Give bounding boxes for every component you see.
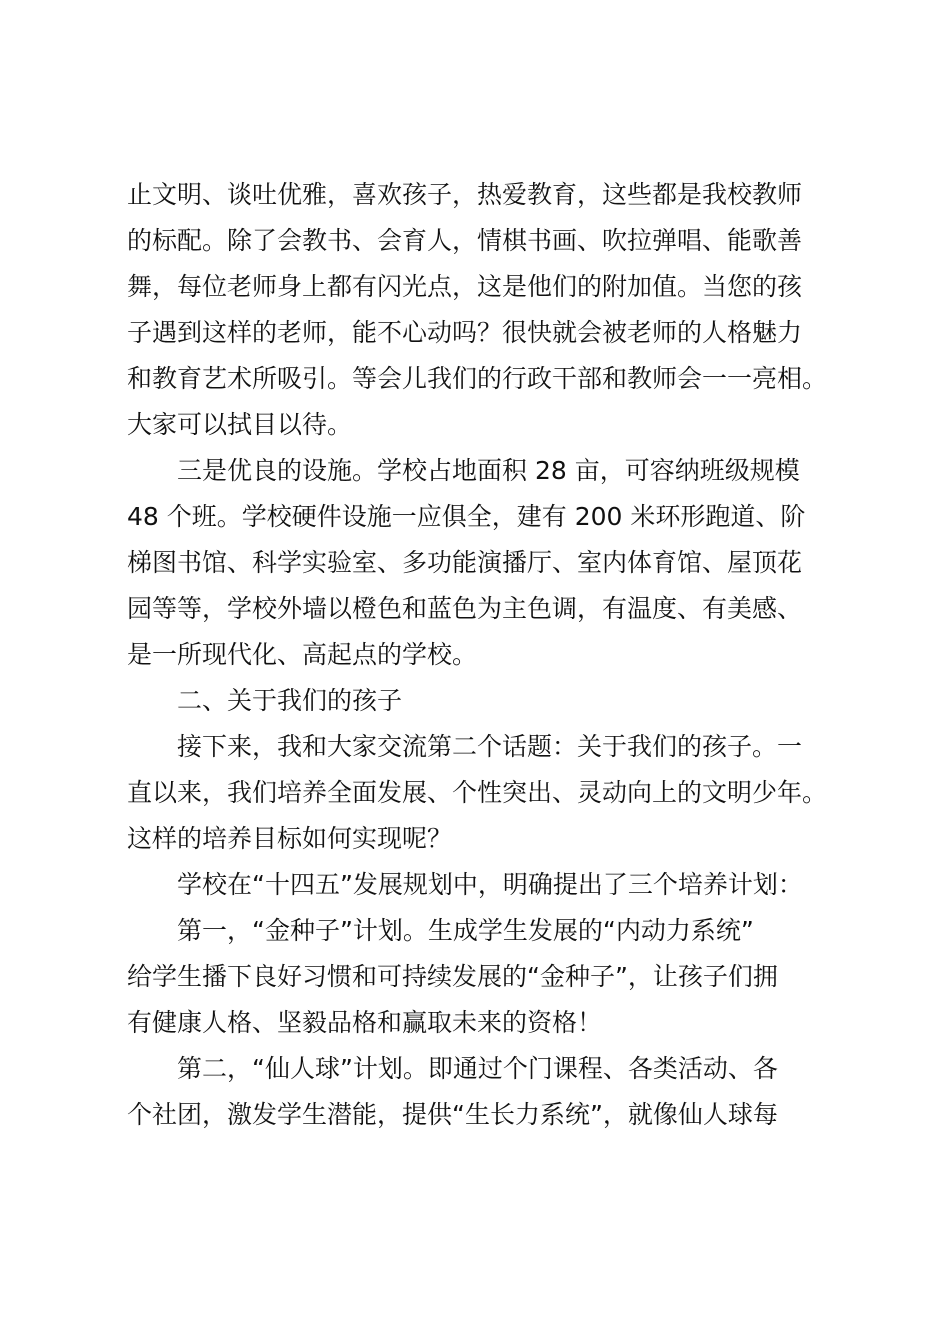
paragraph-first-line: 接下来，我和大家交流第二个话题：关于我们的孩子。一 — [177, 732, 803, 761]
text-line: 这样的培养目标如何实现呢？ — [127, 824, 453, 853]
text-line: 园等等，学校外墙以橙色和蓝色为主色调，有温度、有美感、 — [127, 594, 803, 623]
text-line: 大家可以拭目以待。 — [127, 410, 353, 439]
paragraph-first-line: 三是优良的设施。学校占地面积 28 亩，可容纳班级规模 — [177, 456, 800, 485]
paragraph-first-line: 第二，“仙人球”计划。即通过个门课程、各类活动、各 — [177, 1054, 778, 1083]
text-line: 梯图书馆、科学实验室、多功能演播厅、室内体育馆、屋顶花 — [127, 548, 803, 577]
paragraph-first-line: 第一，“金种子”计划。生成学生发展的“内动力系统” — [177, 916, 754, 945]
text-line: 48 个班。学校硬件设施一应俱全，建有 200 米环形跑道、阶 — [127, 502, 806, 531]
text-line: 是一所现代化、高起点的学校。 — [127, 640, 478, 669]
text-line: 直以来，我们培养全面发展、个性突出、灵动向上的文明少年。 — [127, 778, 828, 807]
text-line: 个社团，激发学生潜能，提供“生长力系统”，就像仙人球每 — [127, 1100, 778, 1129]
text-line: 和教育艺术所吸引。等会儿我们的行政干部和教师会一一亮相。 — [127, 364, 828, 393]
text-line: 的标配。除了会教书、会育人，情棋书画、吹拉弹唱、能歌善 — [127, 226, 803, 255]
paragraph-first-line: 学校在“十四五”发展规划中，明确提出了三个培养计划： — [177, 870, 803, 899]
text-line: 止文明、谈吐优雅，喜欢孩子，热爱教育，这些都是我校教师 — [127, 180, 803, 209]
text-line: 子遇到这样的老师，能不心动吗？很快就会被老师的人格魅力 — [127, 318, 803, 347]
text-line: 有健康人格、坚毅品格和赢取未来的资格！ — [127, 1008, 603, 1037]
text-line: 舞，每位老师身上都有闪光点，这是他们的附加值。当您的孩 — [127, 272, 803, 301]
section-heading: 二、关于我们的孩子 — [177, 686, 403, 715]
text-line: 给学生播下良好习惯和可持续发展的“金种子”，让孩子们拥 — [127, 962, 778, 991]
